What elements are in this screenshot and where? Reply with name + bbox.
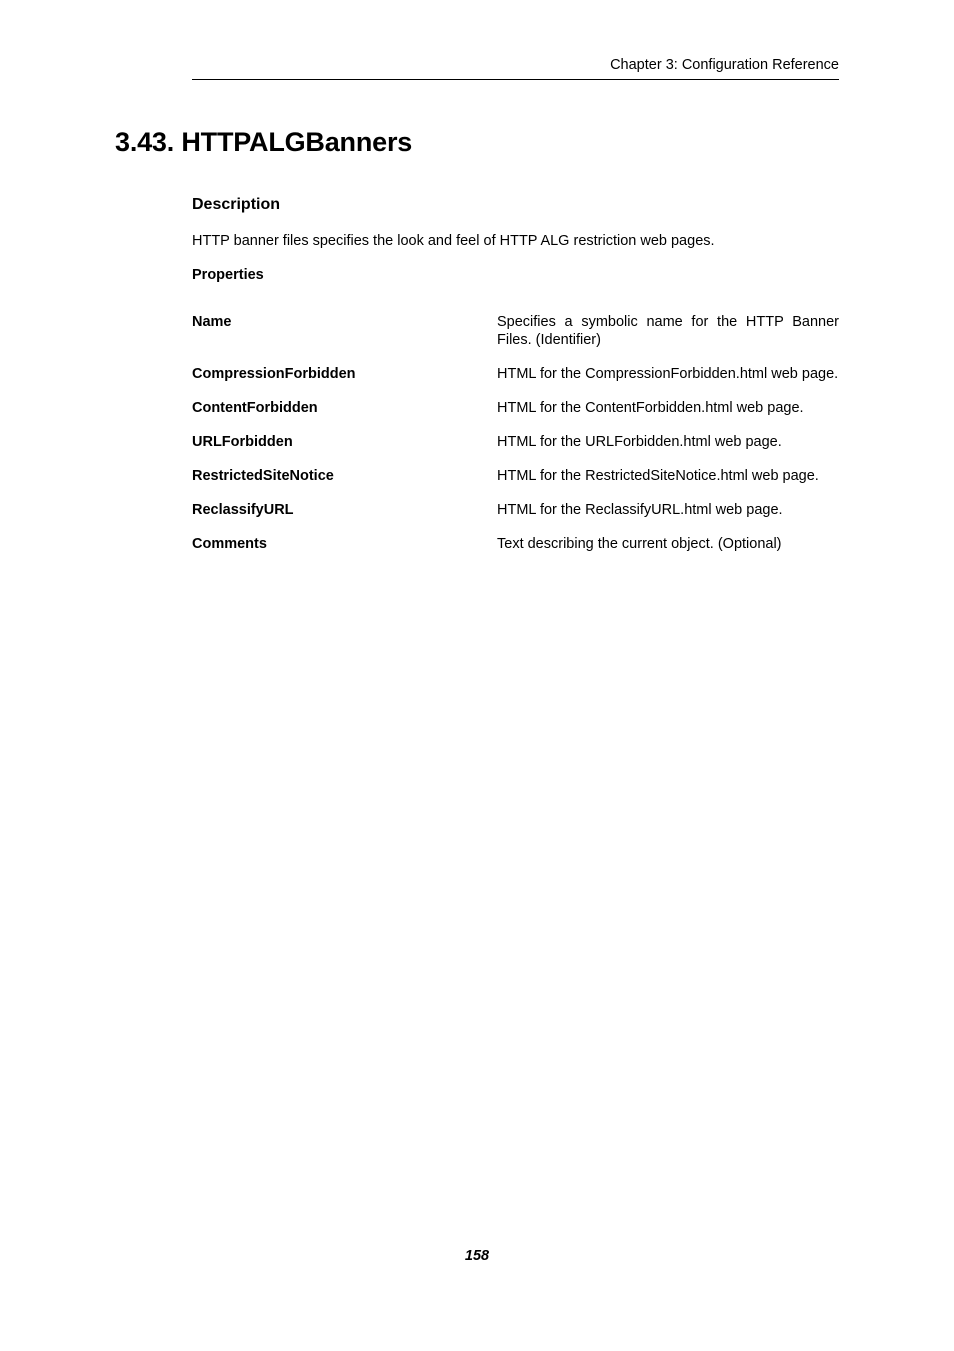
property-row (192, 399, 839, 417)
chapter-title: Chapter 3: Configuration Reference (610, 57, 839, 73)
property-name: CompressionForbidden (192, 366, 356, 382)
property-row (192, 433, 839, 451)
property-description: HTML for the CompressionForbidden.html web page. (497, 366, 839, 382)
properties-list (192, 313, 839, 569)
properties-heading: Properties (192, 267, 264, 283)
property-name: ReclassifyURL (192, 502, 294, 518)
property-row (192, 365, 839, 383)
page-number: 158 (464, 1248, 490, 1264)
property-row (192, 313, 839, 349)
property-description: HTML for the RestrictedSiteNotice.html web page. (497, 468, 819, 484)
description-heading: Description (192, 196, 281, 213)
property-description: Specifies a symbolic name for the HTTP Banner Files. (Identifier) (497, 314, 839, 348)
property-name: URLForbidden (192, 434, 293, 450)
property-description: HTML for the ContentForbidden.html web page. (497, 400, 804, 416)
property-description: HTML for the URLForbidden.html web page. (497, 434, 782, 450)
property-row (192, 535, 839, 553)
property-name: Name (192, 314, 232, 330)
property-row (192, 467, 839, 485)
property-name: ContentForbidden (192, 400, 318, 416)
property-name: RestrictedSiteNotice (192, 468, 334, 484)
description-text: HTTP banner files specifies the look and feel of HTTP ALG restriction web pages. (192, 233, 715, 249)
property-description: Text describing the current object. (Optional) (497, 536, 782, 552)
section-title: 3.43. HTTPALGBanners (115, 127, 413, 157)
property-name: Comments (192, 536, 267, 552)
property-description: HTML for the ReclassifyURL.html web page. (497, 502, 783, 518)
property-row (192, 501, 839, 519)
running-header (192, 54, 839, 80)
